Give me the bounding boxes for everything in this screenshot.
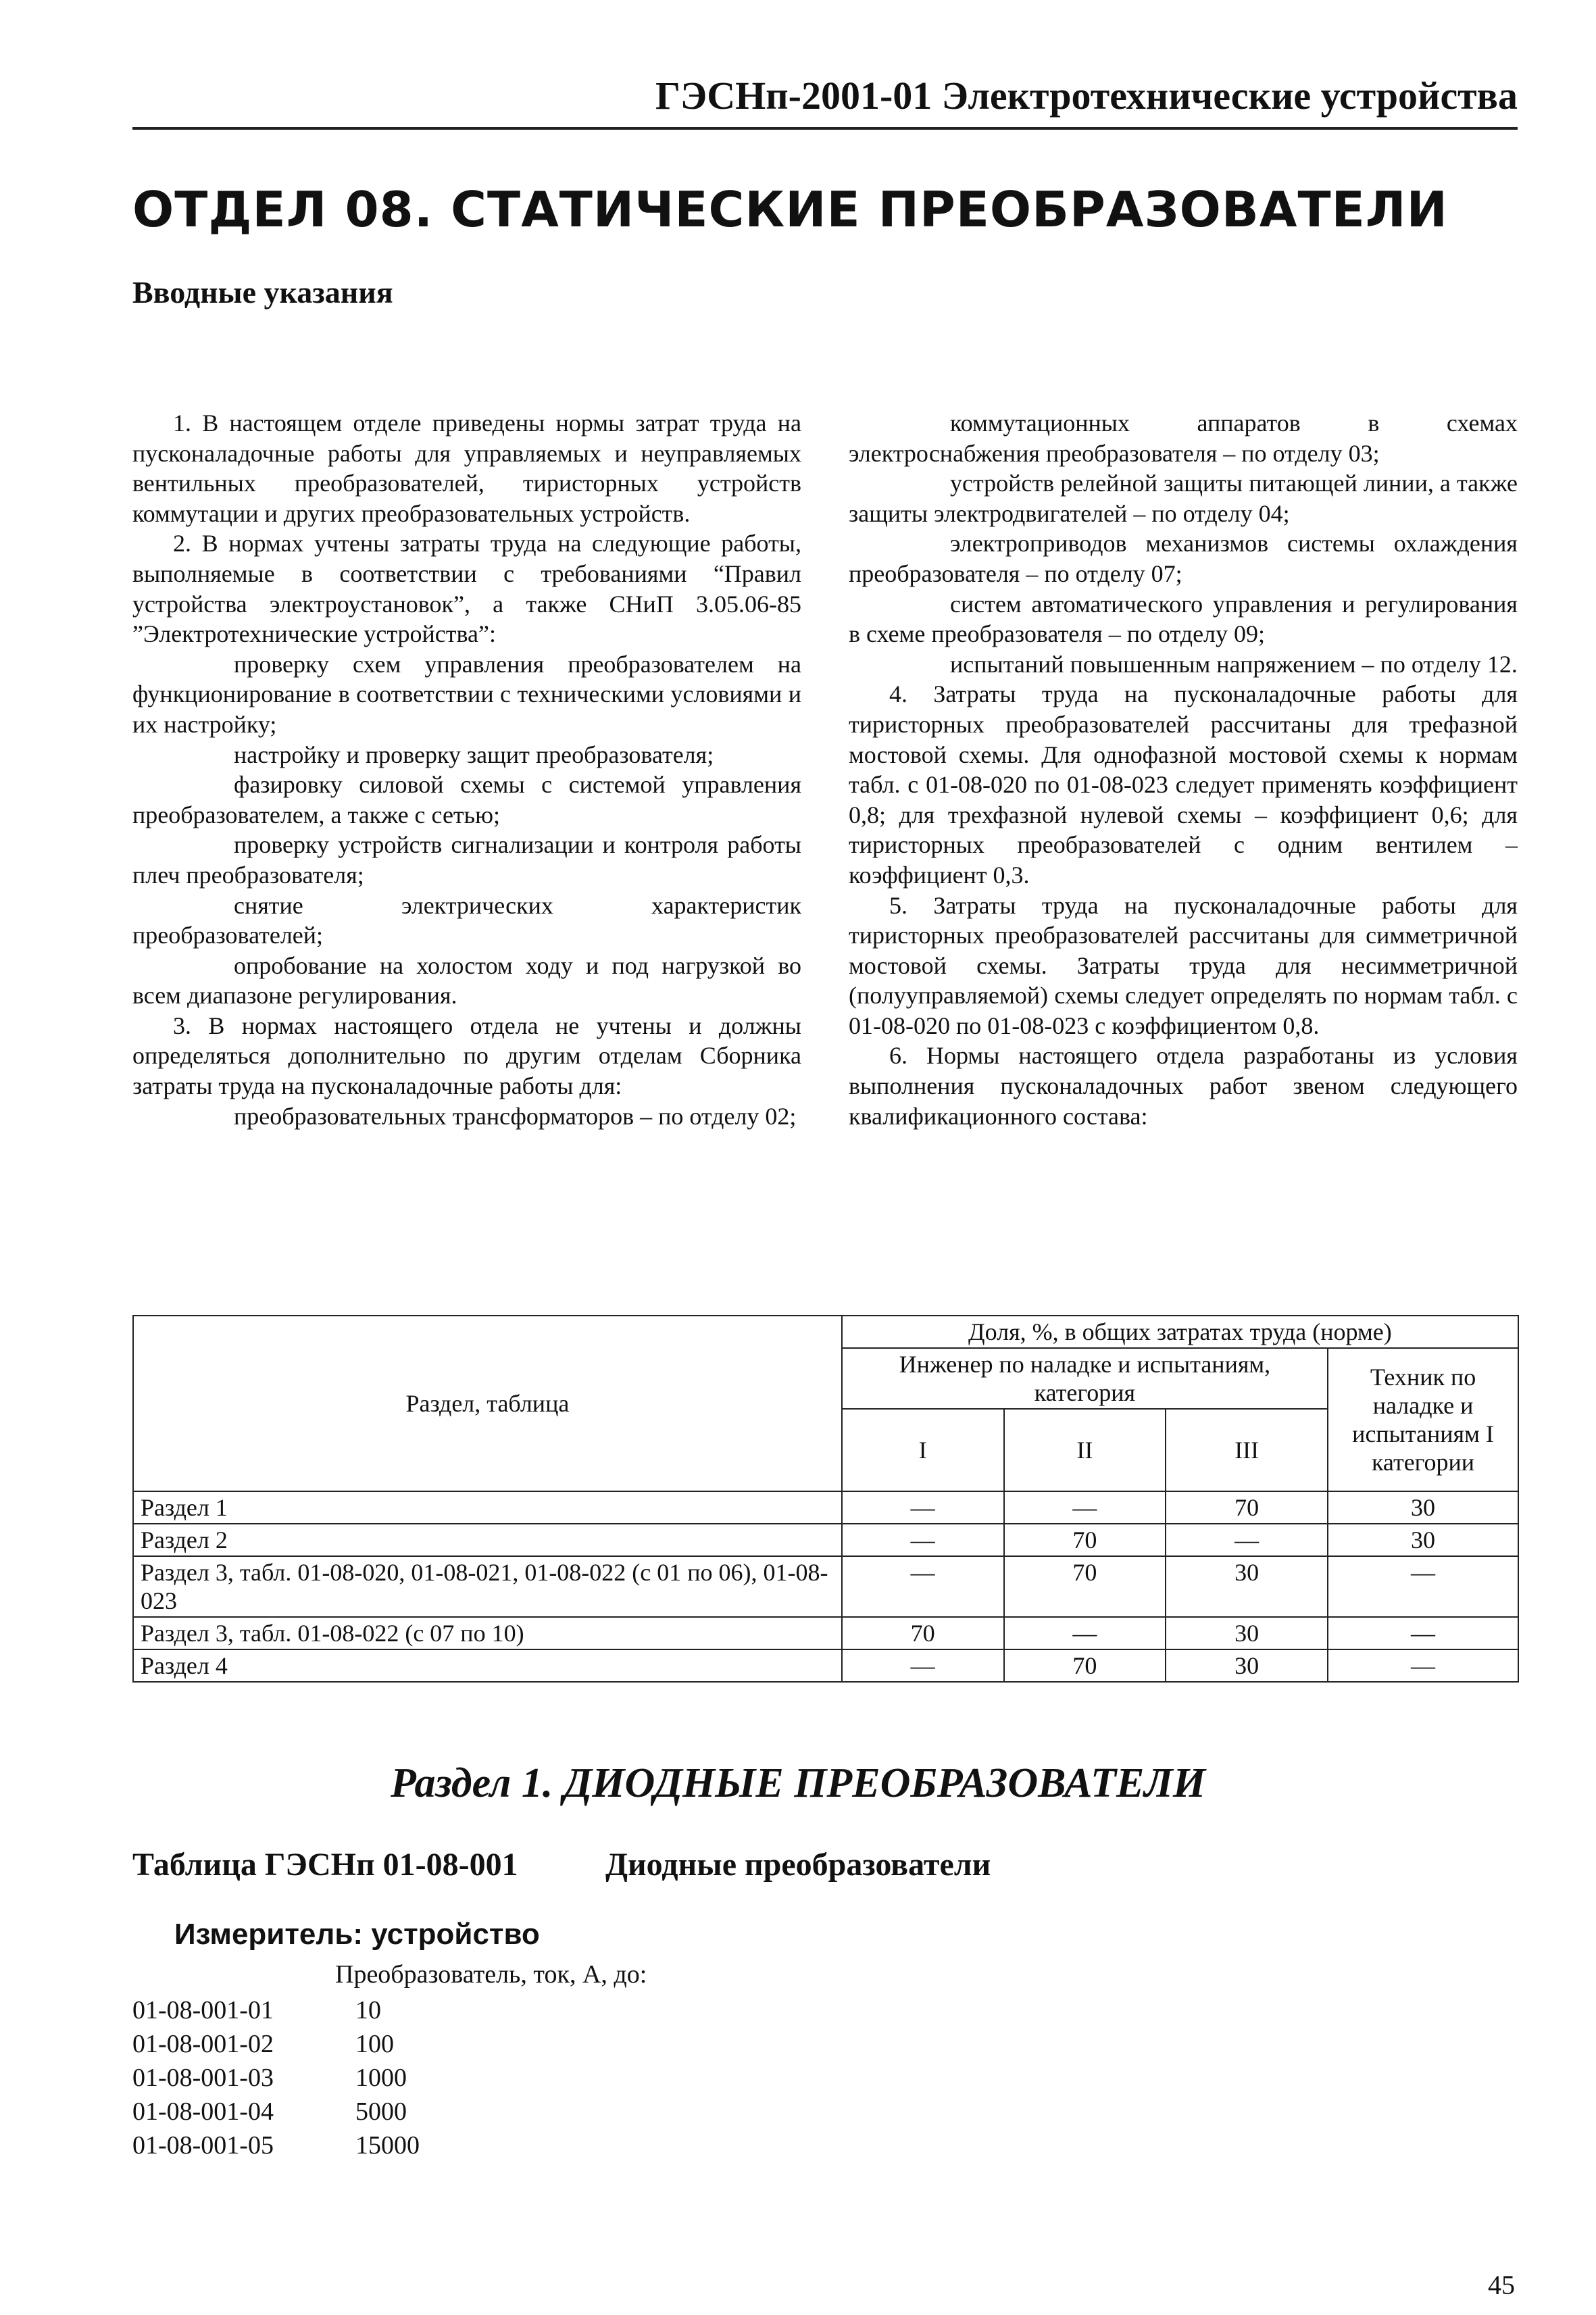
page-number: 45: [1488, 2270, 1515, 2300]
cat-2-header: II: [1004, 1409, 1166, 1491]
paragraph: преобразовательных трансформаторов – по отделу 02;: [234, 1102, 797, 1130]
table-description: Диодные преобразователи: [605, 1847, 991, 1883]
cell: —: [1328, 1649, 1518, 1682]
left-column: [132, 408, 801, 1131]
paragraph: проверку схем управления преобразователем на функционирование в соответствии с техническими условиями и их настройку;: [132, 650, 801, 738]
code: 01-08-001-03: [132, 2064, 274, 2092]
header-title: ГЭСНп-2001-01 Электротехнические устройства: [655, 74, 1518, 118]
cat-3-header: III: [1166, 1409, 1328, 1491]
razdel-title: Раздел 1. ДИОДНЫЕ ПРЕОБРАЗОВАТЕЛИ: [390, 1760, 1206, 1806]
row-name: Раздел 3, табл. 01-08-022 (с 07 по 10): [133, 1617, 842, 1649]
code: 01-08-001-01: [132, 1996, 274, 2024]
cell: 70: [842, 1617, 1004, 1649]
paragraph: испытаний повышенным напряжением – по отделу 12.: [950, 650, 1518, 678]
paragraph: опробование на холостом ходу и под нагрузкой во всем диапазоне регулирования.: [132, 951, 801, 1010]
list-item: [132, 2129, 420, 2162]
list-item: [132, 2095, 420, 2129]
code: 01-08-001-04: [132, 2097, 274, 2126]
code: 01-08-001-05: [132, 2131, 274, 2160]
intro-heading: Вводные указания: [132, 275, 393, 309]
cell: 70: [1004, 1649, 1166, 1682]
value: 100: [355, 2030, 394, 2058]
paragraph: 5. Затраты труда на пусконаладочные работы для тиристорных преобразователей рассчитаны для симметричной мостовой схемы. Затраты труда для несимметричной (полууправляемой) схемы следует определять по нормам табл. с 01-08-020 по 01-08-023 с коэффициентом 0,8.: [849, 891, 1518, 1039]
paragraph: проверку устройств сигнализации и контроля работы плеч преобразователя;: [132, 831, 801, 889]
value: 10: [355, 1996, 381, 2024]
row-name: Раздел 2: [133, 1524, 842, 1556]
paragraph: 6. Нормы настоящего отдела разработаны из условия выполнения пусконаладочных работ звеном следующего квалификационного состава:: [849, 1042, 1518, 1130]
cell: 70: [1166, 1491, 1328, 1524]
cell: —: [1328, 1556, 1518, 1617]
section-title: ОТДЕЛ 08. СТАТИЧЕСКИЕ ПРЕОБРАЗОВАТЕЛИ: [132, 181, 1448, 238]
value: 1000: [355, 2064, 407, 2092]
row-name: Раздел 4: [133, 1649, 842, 1682]
paragraph: систем автоматического управления и регулирования в схеме преобразователя – по отделу 09;: [849, 590, 1518, 648]
paragraph: 1. В настоящем отделе приведены нормы затрат труда на пусконаладочные работы для управляемых и неуправляемых вентильных преобразователей, тиристорных устройств коммутации и других преобразовательных устройств.: [132, 409, 801, 527]
col-technician-header: Техник по наладке и испытаниям I категории: [1328, 1348, 1518, 1491]
paragraph: снятие электрических характеристик преобразователей;: [132, 891, 801, 949]
cell: —: [1004, 1491, 1166, 1524]
paragraph: коммутационных аппаратов в схемах электроснабжения преобразователя – по отделу 03;: [849, 409, 1518, 467]
meter-label: Измеритель: устройство: [174, 1918, 540, 1951]
col-section-header: Раздел, таблица: [133, 1316, 842, 1491]
value: 15000: [355, 2131, 420, 2160]
paragraph: электроприводов механизмов системы охлаждения преобразователя – по отделу 07;: [849, 530, 1518, 587]
table-row: [133, 1556, 1518, 1617]
paragraph: 2. В нормах учтены затраты труда на следующие работы, выполняемые в соответствии с требованиями “Правил устройства электроустановок”, а также СНиП 3.05.06-85 ”Электротехнические устройства”:: [132, 530, 801, 648]
col-share-header: Доля, %, в общих затратах труда (норме): [842, 1316, 1518, 1348]
cell: —: [842, 1524, 1004, 1556]
table-row: [133, 1649, 1518, 1682]
cell: 70: [1004, 1524, 1166, 1556]
cell: —: [1004, 1617, 1166, 1649]
value: 5000: [355, 2097, 407, 2126]
cell: —: [842, 1556, 1004, 1617]
cell: —: [1166, 1524, 1328, 1556]
code: 01-08-001-02: [132, 2030, 274, 2058]
cell: 30: [1328, 1524, 1518, 1556]
cell: —: [842, 1491, 1004, 1524]
paragraph: устройств релейной защиты питающей линии, а также защиты электродвигателей – по отделу 04;: [849, 470, 1518, 527]
list-item: [132, 1993, 420, 2027]
paragraph: фазировку силовой схемы с системой управления преобразователем, а также с сетью;: [132, 771, 801, 828]
running-header: [132, 73, 1518, 130]
cell: 30: [1166, 1617, 1328, 1649]
right-column: [849, 408, 1518, 1131]
col-engineer-header: Инженер по наладке и испытаниям, категория: [842, 1348, 1328, 1409]
row-name: Раздел 1: [133, 1491, 842, 1524]
paragraph: 4. Затраты труда на пусконаладочные работы для тиристорных преобразователей рассчитаны для трефазной мостовой схемы. Для однофазной мостовой схемы к нормам табл. с 01-08-020 по 01-08-023 следует применять коэффициент 0,8; для трехфазной нулевой схемы – коэффициент 0,6; для тиристорных преобразователей с одним вентилем – коэффициент 0,3.: [849, 680, 1518, 889]
cell: 70: [1004, 1556, 1166, 1617]
table-code: Таблица ГЭСНп 01-08-001: [132, 1847, 518, 1883]
cat-1-header: I: [842, 1409, 1004, 1491]
cell: —: [1328, 1617, 1518, 1649]
list-item: [132, 2061, 420, 2095]
cell: —: [842, 1649, 1004, 1682]
cell: 30: [1166, 1556, 1328, 1617]
paragraph: настройку и проверку защит преобразователя;: [234, 741, 714, 768]
code-list: [132, 1993, 420, 2162]
row-name: Раздел 3, табл. 01-08-020, 01-08-021, 01-08-022 (с 01 по 06), 01-08-023: [133, 1556, 842, 1617]
labor-share-table: [132, 1315, 1519, 1683]
cell: 30: [1328, 1491, 1518, 1524]
list-item: [132, 2027, 420, 2061]
table-row: [133, 1617, 1518, 1649]
table-row: [133, 1524, 1518, 1556]
paragraph: 3. В нормах настоящего отдела не учтены и должны определяться дополнительно по другим отделам Сборника затраты труда на пусконаладочные работы для:: [132, 1012, 801, 1100]
table-row: [133, 1491, 1518, 1524]
cell: 30: [1166, 1649, 1328, 1682]
converter-label: Преобразователь, ток, А, до:: [335, 1960, 647, 1989]
